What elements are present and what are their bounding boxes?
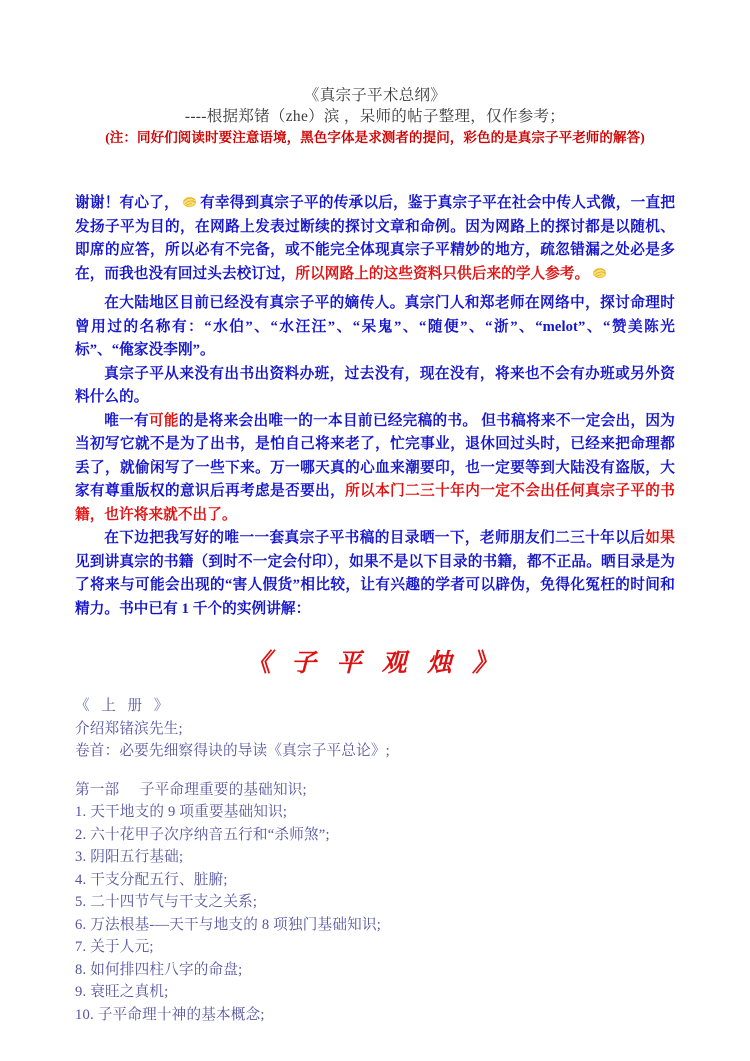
document-content [75,86,675,1026]
page-title: 《真宗子平术总纲》 [303,87,447,104]
table-of-contents [75,695,675,1026]
toc-intro-line-2: 卷首：必要先细察得诀的导读《真宗子平总论》; [75,743,390,759]
toc-section-number: 第一部 [75,781,120,798]
paragraph-5-highlight: 如果 [645,530,676,546]
toc-item: 1. 天干地支的 9 项重要基础知识; [75,804,288,820]
toc-item: 6. 万法根基-—天干与地支的 8 项独门基础知识; [75,916,381,933]
paragraph-4-highlight-1: 可能 [148,412,179,429]
toc-item: 4. 干支分配五行、脏腑; [75,871,228,888]
clapping-hands-emoji [182,194,197,209]
paragraph-1 [75,192,675,286]
document-header [75,86,675,148]
toc-section-heading [75,779,675,802]
paragraph-5-part-c: 见到讲真宗的书籍（到时不一定会付印），如果不是以下目录的书籍，都不正品。晒目录是为了将来与可能会出现的“害人假货”相比较，让有兴趣的学者可以辟伪，免得化冤枉的时间和精力。书中已有 1 千个的实例讲解： [75,553,675,617]
paragraph-4-highlight-2: 所以本门二三十年内一定不会出任何真宗子平的书籍，也许将来就不出了。 [75,483,675,523]
paragraph-1-highlight: 所以网路上的这些资料只供后来的学人参考。 [295,265,590,282]
paragraph-4 [75,410,675,528]
paragraph-2: 在大陆地区目前已经没有真宗子平的嫡传人。真宗门人和郑老师在网络中，探讨命理时曾用过的名称有：“水伯”、“水汪汪”、“呆鬼”、“随便”、“浙”、“melot”、“赞美陈光标”、“俺家没李刚”。 [75,295,675,358]
toc-item: 2. 六十花甲子次序纳音五行和“杀师煞”; [75,826,330,843]
document-body [75,192,675,621]
toc-spacer [75,763,675,779]
paragraph-4-part-a: 唯一有 [104,412,149,429]
toc-intro-line-1: 介绍郑锗滨先生; [75,720,183,737]
paragraph-1-part-a: 谢谢！有心了， [75,195,179,211]
header-note: (注：同好们阅读时要注意语境，黑色字体是求测者的提问，彩色的是真宗子平老师的解答) [105,130,645,145]
toc-item: 5. 二十四节气与干支之关系; [75,894,258,910]
paragraph-4-part-c: 的是将来会出唯一的一本目前已经完稿的书。 但书稿将来不一定会出，因为当初写它就不是为了出书，是怕自己将来老了，忙完事业，退休回过头时，已经来把命理都丢了，就偷闲写了一些下来。万一哪天真的心血来潮要印，也一定要等到大陆没有盗版，大家有尊重版权的意识后再考虑是否要出， [75,412,676,499]
clapping-hands-emoji-2 [592,265,607,280]
toc-item: 9. 衰旺之真机; [75,984,169,1000]
page-subtitle: ----根据郑锗（zhe）滨 ，呆师的帖子整理，仅作参考； [184,108,566,125]
book-title: 《 子 平 观 烛 》 [245,650,505,677]
paragraph-5 [75,527,675,621]
paragraph-3: 真宗子平从来没有出书出资料办班，过去没有，现在没有，将来也不会有办班或另外资料什么的。 [75,365,675,405]
toc-item: 3. 阴阳五行基础; [75,849,184,865]
toc-volume-label: 《 上 册 》 [75,698,173,714]
toc-section-text: 子平命理重要的基础知识; [139,781,307,798]
paragraph-1-part-b: 有幸得到真宗子平的传承以后，鉴于真宗子平在社会中传人式微，一直把发扬子平为目的，在网路上发表过断续的探讨文章和命例。因为网路上的探讨都是以随机、即席的应答，所以必有不完备，或不能完全体现真宗子平精妙的地方，疏忽错漏之处必是多在，而我也没有回过头去校订过， [75,195,676,282]
paragraph-5-part-a: 在下边把我写好的唯一一套真宗子平书稿的目录晒一下，老师朋友们二三十年以后 [104,530,646,546]
toc-item: 10. 子平命理十神的基本概念; [75,1006,265,1023]
toc-item: 7. 关于人元; [75,939,154,955]
toc-item: 8. 如何排四柱八字的命盘; [75,961,243,978]
